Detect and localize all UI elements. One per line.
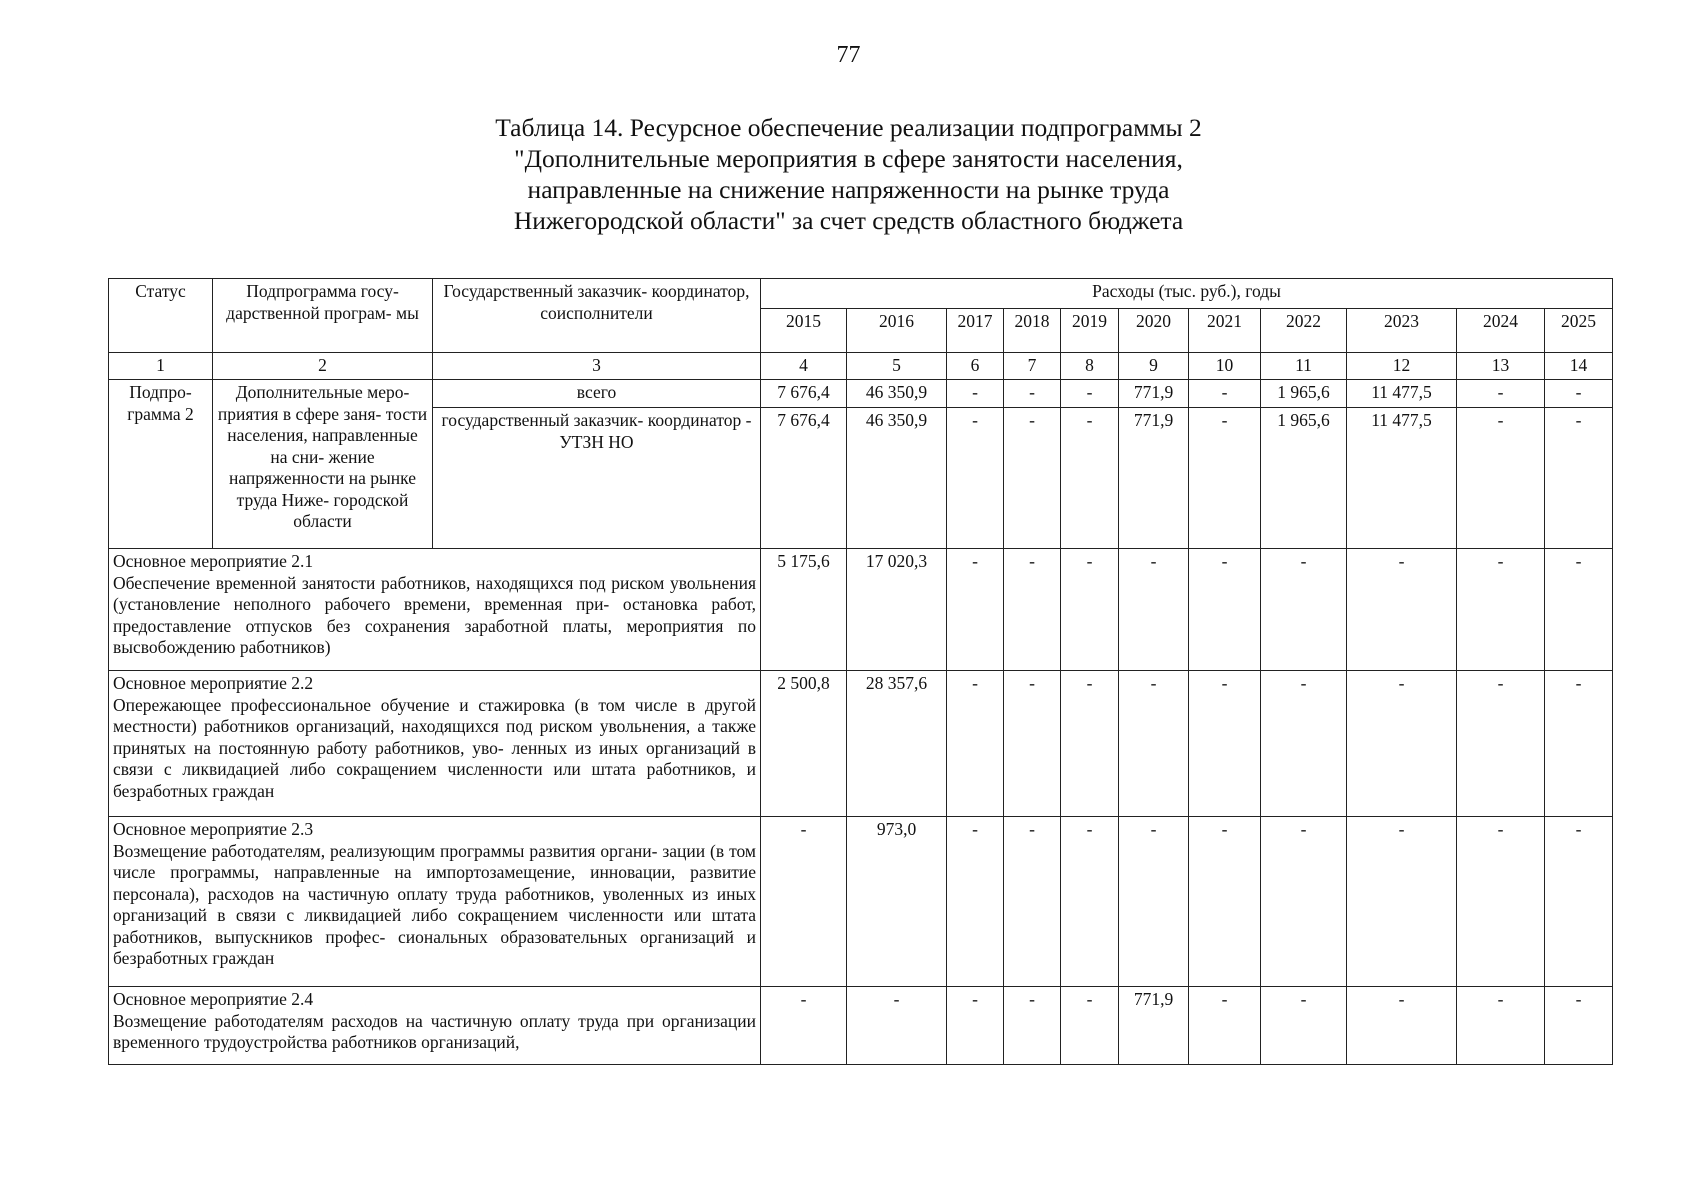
total-value: - — [1545, 380, 1613, 408]
measure-value: - — [1004, 987, 1061, 1065]
measure-value: - — [1457, 817, 1545, 987]
total-value: - — [1004, 380, 1061, 408]
measure-value: - — [761, 987, 847, 1065]
measure-value: - — [1347, 987, 1457, 1065]
year-header: 2015 — [761, 309, 847, 353]
header-status: Статус — [109, 279, 213, 353]
year-header: 2018 — [1004, 309, 1061, 353]
customer-value: - — [1457, 408, 1545, 549]
total-value: 46 350,9 — [847, 380, 947, 408]
measure-value: 17 020,3 — [847, 549, 947, 671]
header-customer: Государственный заказчик- координатор, соисполнители — [433, 279, 761, 353]
customer-value: 7 676,4 — [761, 408, 847, 549]
measure-cell — [109, 549, 761, 671]
measure-value: - — [947, 817, 1004, 987]
measure-value: - — [1261, 987, 1347, 1065]
column-number: 4 — [761, 353, 847, 380]
measure-value: - — [1545, 671, 1613, 817]
column-number: 1 — [109, 353, 213, 380]
total-label: всего — [433, 380, 761, 408]
measure-value: 28 357,6 — [847, 671, 947, 817]
measure-value: - — [1061, 817, 1119, 987]
measure-value: - — [947, 549, 1004, 671]
measure-value: - — [761, 817, 847, 987]
measure-value: - — [1457, 549, 1545, 671]
customer-value: 1 965,6 — [1261, 408, 1347, 549]
measure-value: - — [1189, 671, 1261, 817]
measure-title: Основное мероприятие 2.2 — [113, 673, 314, 693]
measure-title: Основное мероприятие 2.3 — [113, 819, 314, 839]
customer-value: 771,9 — [1119, 408, 1189, 549]
year-header: 2022 — [1261, 309, 1347, 353]
title-line: направленные на снижение напряженности на рынке труда — [527, 175, 1170, 204]
measure-title: Основное мероприятие 2.1 — [113, 551, 314, 571]
measure-description: Возмещение работодателям расходов на частичную оплату труда при организации временного трудоустройства работников организаций, — [113, 1010, 756, 1052]
measure-value: - — [1004, 549, 1061, 671]
measure-cell — [109, 671, 761, 817]
title-line: Нижегородской области" за счет средств областного бюджета — [513, 206, 1184, 235]
measure-value: - — [1061, 549, 1119, 671]
measure-value: - — [1119, 549, 1189, 671]
subprogram-status: Подпро- грамма 2 — [109, 380, 213, 549]
measure-value: - — [1061, 671, 1119, 817]
customer-value: 11 477,5 — [1347, 408, 1457, 549]
column-number: 3 — [433, 353, 761, 380]
header-expenses: Расходы (тыс. руб.), годы — [761, 279, 1613, 309]
customer-label: государственный заказчик- координатор - УТЗН НО — [433, 408, 761, 549]
column-number: 9 — [1119, 353, 1189, 380]
column-number: 5 — [847, 353, 947, 380]
measure-value: - — [1119, 817, 1189, 987]
measure-value: - — [1004, 671, 1061, 817]
year-header: 2025 — [1545, 309, 1613, 353]
table-title — [0, 112, 1697, 236]
page-number: 77 — [836, 42, 861, 68]
total-value: 11 477,5 — [1347, 380, 1457, 408]
subprogram-name: Дополнительные меро- приятия в сфере заня- тости населения, направленные на сни- жение напряженности на рынке труда Ниже- городской области — [213, 380, 433, 549]
customer-value: - — [1004, 408, 1061, 549]
column-number: 6 — [947, 353, 1004, 380]
measure-value: 973,0 — [847, 817, 947, 987]
measure-value: - — [1189, 549, 1261, 671]
total-value: 771,9 — [1119, 380, 1189, 408]
year-header: 2017 — [947, 309, 1004, 353]
total-value: 1 965,6 — [1261, 380, 1347, 408]
measure-value: - — [1457, 987, 1545, 1065]
column-number: 13 — [1457, 353, 1545, 380]
total-value: - — [947, 380, 1004, 408]
measure-value: - — [1347, 671, 1457, 817]
total-value: - — [1457, 380, 1545, 408]
column-number: 8 — [1061, 353, 1119, 380]
measure-cell — [109, 817, 761, 987]
measure-value: - — [1545, 817, 1613, 987]
measure-value: - — [847, 987, 947, 1065]
year-header: 2019 — [1061, 309, 1119, 353]
measure-value: - — [947, 671, 1004, 817]
measure-value: - — [1261, 817, 1347, 987]
measure-description: Возмещение работодателям, реализующим программы развития органи- зации (в том числе программы, направленные на импортозамещение, инновации, развитие персонала), расходов на частичную оплату труда работников, уволенных из иных организаций в связи с ликвидацией либо сокращением численности или штата работников, выпускников профес- сиональных образовательных организаций и безработных граждан — [113, 840, 756, 968]
column-number: 11 — [1261, 353, 1347, 380]
measure-value: - — [1261, 549, 1347, 671]
column-number: 7 — [1004, 353, 1061, 380]
column-number: 14 — [1545, 353, 1613, 380]
year-header: 2021 — [1189, 309, 1261, 353]
measure-value: - — [1545, 549, 1613, 671]
measure-value: 771,9 — [1119, 987, 1189, 1065]
measure-value: 5 175,6 — [761, 549, 847, 671]
column-number: 10 — [1189, 353, 1261, 380]
measure-value: 2 500,8 — [761, 671, 847, 817]
measure-title: Основное мероприятие 2.4 — [113, 989, 314, 1009]
measure-value: - — [1189, 987, 1261, 1065]
measure-description: Обеспечение временной занятости работников, находящихся под риском увольнения (установление неполного рабочего времени, временная при- остановка работ, предоставление отпусков без сохранения заработной платы, мероприятия по высвобождению работников) — [113, 572, 756, 657]
column-number: 2 — [213, 353, 433, 380]
year-header: 2024 — [1457, 309, 1545, 353]
year-header: 2020 — [1119, 309, 1189, 353]
title-line: Таблица 14. Ресурсное обеспечение реализации подпрограммы 2 — [495, 113, 1202, 142]
customer-value: - — [947, 408, 1004, 549]
measure-value: - — [1189, 817, 1261, 987]
total-value: - — [1061, 380, 1119, 408]
measure-value: - — [947, 987, 1004, 1065]
year-header: 2023 — [1347, 309, 1457, 353]
customer-value: - — [1189, 408, 1261, 549]
total-value: - — [1189, 380, 1261, 408]
measure-value: - — [1347, 549, 1457, 671]
measure-value: - — [1347, 817, 1457, 987]
header-subprogram: Подпрограмма госу- дарственной програм- мы — [213, 279, 433, 353]
measure-value: - — [1061, 987, 1119, 1065]
resource-table — [108, 278, 1613, 1065]
measure-value: - — [1004, 817, 1061, 987]
column-number: 12 — [1347, 353, 1457, 380]
measure-value: - — [1545, 987, 1613, 1065]
customer-value: - — [1061, 408, 1119, 549]
measure-value: - — [1457, 671, 1545, 817]
total-value: 7 676,4 — [761, 380, 847, 408]
measure-value: - — [1261, 671, 1347, 817]
year-header: 2016 — [847, 309, 947, 353]
measure-cell — [109, 987, 761, 1065]
measure-description: Опережающее профессиональное обучение и стажировка (в том числе в другой местности) работников организаций, находящихся под риском увольнения, а также принятых на постоянную работу работников, уво- ленных из иных организаций в связи с ликвидацией либо сокращением численности или штата работников, и безработных граждан — [113, 694, 756, 801]
title-line: "Дополнительные мероприятия в сфере занятости населения, — [514, 144, 1183, 173]
measure-value: - — [1119, 671, 1189, 817]
customer-value: - — [1545, 408, 1613, 549]
customer-value: 46 350,9 — [847, 408, 947, 549]
